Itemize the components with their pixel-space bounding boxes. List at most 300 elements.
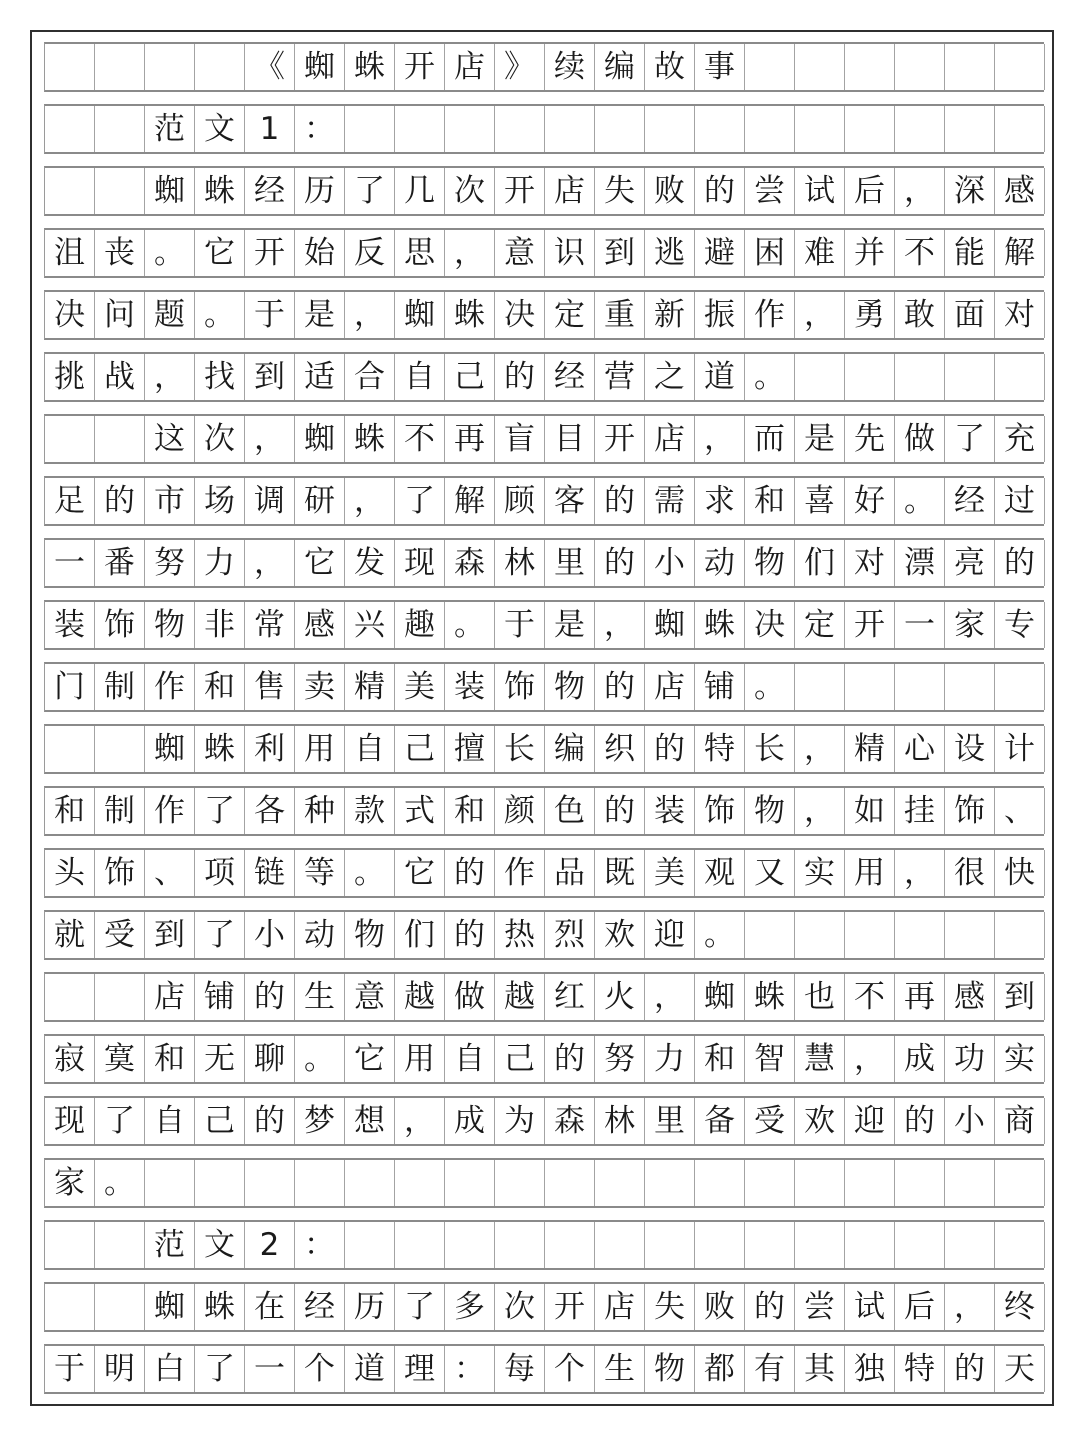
grid-cell [45,726,95,772]
grid-cell [45,1222,95,1268]
grid-cell: 编 [595,44,645,90]
grid-cell: ： [445,1346,495,1392]
grid-cell [895,912,945,958]
grid-cell: 的 [595,540,645,586]
grid-cell [945,44,995,90]
grid-cell: 蛛 [195,726,245,772]
grid-cell: 如 [845,788,895,834]
grid-cell: 难 [795,230,845,276]
grid-cell: 后 [895,1284,945,1330]
grid-cell [545,1222,595,1268]
grid-cell: 现 [395,540,445,586]
grid-cell: 色 [545,788,595,834]
grid-cell: 经 [545,354,595,400]
grid-cell: 调 [245,478,295,524]
grid-cell: 家 [945,602,995,648]
grid-cell: 不 [845,974,895,1020]
grid-cell: 独 [845,1346,895,1392]
grid-cell: 它 [295,540,345,586]
grid-cell: 次 [195,416,245,462]
grid-cell: 小 [245,912,295,958]
grid-cell: 和 [745,478,795,524]
grid-cell: ， [395,1098,445,1144]
grid-cell: 了 [395,1284,445,1330]
grid-cell: 蜘 [295,416,345,462]
grid-cell: 蛛 [445,292,495,338]
grid-cell [345,1160,395,1206]
grid-row [44,786,1044,836]
grid-cell: 饰 [495,664,545,710]
grid-cell: 亮 [945,540,995,586]
grid-cell: 意 [495,230,545,276]
grid-cell: 和 [145,1036,195,1082]
grid-cell: 聊 [245,1036,295,1082]
grid-cell: 个 [295,1346,345,1392]
grid-cell [45,106,95,152]
grid-cell: 己 [495,1036,545,1082]
grid-cell: 小 [945,1098,995,1144]
grid-cell: 用 [395,1036,445,1082]
grid-cell: 快 [995,850,1045,896]
grid-cell: 不 [895,230,945,276]
grid-cell: 迎 [845,1098,895,1144]
grid-cell: 的 [695,168,745,214]
grid-row [44,104,1044,154]
grid-cell: ， [895,168,945,214]
grid-cell [845,912,895,958]
grid-cell: 始 [295,230,345,276]
grid-cell: 美 [395,664,445,710]
grid-cell: 振 [695,292,745,338]
grid-cell [495,106,545,152]
grid-cell: 计 [995,726,1045,772]
grid-cell [145,44,195,90]
grid-cell [45,44,95,90]
grid-cell: 擅 [445,726,495,772]
grid-cell [945,912,995,958]
grid-cell: 链 [245,850,295,896]
grid-cell: 蜘 [145,1284,195,1330]
grid-cell: 和 [445,788,495,834]
grid-cell: 们 [795,540,845,586]
grid-cell: 装 [45,602,95,648]
grid-cell [795,44,845,90]
grid-cell: ， [445,230,495,276]
grid-cell [845,44,895,90]
grid-cell [445,1160,495,1206]
grid-cell: 再 [895,974,945,1020]
grid-cell: 。 [745,664,795,710]
grid-cell: 解 [995,230,1045,276]
grid-cell: 用 [845,850,895,896]
grid-cell: 的 [595,788,645,834]
grid-cell: 里 [645,1098,695,1144]
grid-cell: 精 [345,664,395,710]
grid-cell [795,912,845,958]
grid-cell: 了 [195,912,245,958]
grid-cell: 长 [495,726,545,772]
grid-cell: 林 [595,1098,645,1144]
grid-cell: 卖 [295,664,345,710]
grid-cell: 它 [345,1036,395,1082]
grid-cell: 蜘 [395,292,445,338]
grid-cell: 的 [245,1098,295,1144]
grid-cell: 的 [595,478,645,524]
grid-cell [95,726,145,772]
grid-cell: 利 [245,726,295,772]
grid-cell [645,1222,695,1268]
grid-cell: 的 [645,726,695,772]
grid-cell: 、 [995,788,1045,834]
grid-cell: 。 [195,292,245,338]
grid-cell: 找 [195,354,245,400]
grid-cell: 范 [145,1222,195,1268]
grid-cell: 事 [695,44,745,90]
grid-cell: 制 [95,664,145,710]
grid-cell: 特 [895,1346,945,1392]
grid-cell: 和 [195,664,245,710]
grid-cell: ， [345,478,395,524]
grid-cell: ， [145,354,195,400]
grid-cell: 经 [945,478,995,524]
grid-cell: 饰 [695,788,745,834]
grid-cell: 蛛 [195,1284,245,1330]
grid-cell: 力 [195,540,245,586]
grid-cell: 等 [295,850,345,896]
grid-cell [45,974,95,1020]
grid-cell: 用 [295,726,345,772]
grid-cell: 动 [295,912,345,958]
grid-cell: 商 [995,1098,1045,1144]
grid-cell: 新 [645,292,695,338]
grid-cell: 品 [545,850,595,896]
grid-cell: 终 [995,1284,1045,1330]
grid-cell: ， [795,292,845,338]
grid-row [44,1344,1044,1394]
grid-row [44,1220,1044,1270]
grid-cell: 梦 [295,1098,345,1144]
grid-cell [895,1222,945,1268]
grid-cell: 店 [145,974,195,1020]
grid-cell [795,664,845,710]
grid-cell: 林 [495,540,545,586]
grid-cell: 成 [445,1098,495,1144]
grid-cell: 己 [195,1098,245,1144]
grid-cell: 售 [245,664,295,710]
grid-cell: 作 [745,292,795,338]
grid-cell: 。 [295,1036,345,1082]
grid-cell [895,44,945,90]
grid-cell: 各 [245,788,295,834]
grid-cell: 功 [945,1036,995,1082]
grid-cell: 有 [745,1346,795,1392]
grid-cell: 充 [995,416,1045,462]
grid-cell: 作 [145,788,195,834]
grid-cell: 做 [445,974,495,1020]
grid-cell: 自 [345,726,395,772]
grid-cell: 生 [595,1346,645,1392]
grid-cell: 开 [245,230,295,276]
grid-cell [545,1160,595,1206]
grid-cell: 挂 [895,788,945,834]
grid-cell [245,1160,295,1206]
grid-cell: 它 [195,230,245,276]
grid-cell [745,912,795,958]
grid-cell: 式 [395,788,445,834]
grid-cell: 做 [895,416,945,462]
grid-row [44,166,1044,216]
grid-cell: 次 [445,168,495,214]
grid-cell: 个 [545,1346,595,1392]
grid-cell: ， [795,788,845,834]
grid-row [44,972,1044,1022]
grid-row [44,910,1044,960]
grid-cell [95,106,145,152]
grid-cell: 成 [895,1036,945,1082]
grid-cell: 决 [495,292,545,338]
grid-cell [945,664,995,710]
grid-cell: 对 [845,540,895,586]
grid-cell: 适 [295,354,345,400]
grid-row [44,848,1044,898]
grid-cell [395,1160,445,1206]
grid-cell: 越 [495,974,545,1020]
grid-row [44,414,1044,464]
grid-cell: 决 [45,292,95,338]
grid-cell: 又 [745,850,795,896]
grid-cell: 多 [445,1284,495,1330]
grid-cell: 每 [495,1346,545,1392]
grid-cell: 敢 [895,292,945,338]
grid-cell: 避 [695,230,745,276]
grid-cell [995,912,1045,958]
grid-cell: 故 [645,44,695,90]
grid-cell: 火 [595,974,645,1020]
grid-cell: 到 [145,912,195,958]
grid-cell [445,1222,495,1268]
grid-cell: 门 [45,664,95,710]
grid-row [44,352,1044,402]
grid-cell [845,354,895,400]
grid-cell: 沮 [45,230,95,276]
grid-cell: 装 [445,664,495,710]
grid-cell: 蜘 [145,726,195,772]
grid-cell: 战 [95,354,145,400]
grid-row [44,662,1044,712]
grid-cell [845,1160,895,1206]
grid-cell: 了 [345,168,395,214]
grid-cell [795,1160,845,1206]
grid-cell: 饰 [95,850,145,896]
grid-cell: 一 [895,602,945,648]
grid-cell: 了 [195,788,245,834]
grid-cell: ， [645,974,695,1020]
grid-cell [345,106,395,152]
grid-cell [795,1222,845,1268]
grid-cell: 几 [395,168,445,214]
grid-cell: 蛛 [345,44,395,90]
grid-cell: 次 [495,1284,545,1330]
grid-cell: 开 [495,168,545,214]
grid-cell: 研 [295,478,345,524]
grid-cell: 慧 [795,1036,845,1082]
grid-cell: 续 [545,44,595,90]
grid-cell: 铺 [195,974,245,1020]
grid-cell: 蜘 [645,602,695,648]
grid-cell: 一 [45,540,95,586]
grid-cell: 现 [45,1098,95,1144]
grid-cell: 的 [445,850,495,896]
grid-cell: 盲 [495,416,545,462]
grid-cell: 的 [945,1346,995,1392]
grid-cell: 物 [345,912,395,958]
grid-row [44,538,1044,588]
grid-cell: 很 [945,850,995,896]
grid-cell: 1 [245,106,295,152]
grid-cell: 是 [295,292,345,338]
grid-cell: 和 [45,788,95,834]
grid-row [44,1158,1044,1208]
grid-cell: 既 [595,850,645,896]
grid-cell: 蜘 [295,44,345,90]
grid-cell: 自 [445,1036,495,1082]
grid-cell: 。 [695,912,745,958]
grid-cell: 开 [595,416,645,462]
grid-cell [95,168,145,214]
grid-cell: ： [295,1222,345,1268]
grid-cell: 越 [395,974,445,1020]
grid-cell [845,664,895,710]
grid-cell: 的 [545,1036,595,1082]
grid-cell: 逃 [645,230,695,276]
grid-cell: 也 [795,974,845,1020]
grid-cell: 趣 [395,602,445,648]
grid-cell [995,354,1045,400]
grid-cell: 历 [345,1284,395,1330]
grid-cell: 森 [445,540,495,586]
grid-cell [95,416,145,462]
grid-cell: 范 [145,106,195,152]
grid-cell [95,1222,145,1268]
grid-cell: ： [295,106,345,152]
grid-cell [95,974,145,1020]
grid-cell: 文 [195,106,245,152]
grid-cell: ， [845,1036,895,1082]
grid-cell: 尝 [795,1284,845,1330]
grid-cell: 于 [245,292,295,338]
grid-cell: 专 [995,602,1045,648]
grid-cell: 好 [845,478,895,524]
grid-cell: 思 [395,230,445,276]
grid-cell: 兴 [345,602,395,648]
grid-cell: 开 [395,44,445,90]
grid-cell: 是 [795,416,845,462]
grid-cell: 并 [845,230,895,276]
grid-cell: ， [245,540,295,586]
grid-cell: 定 [795,602,845,648]
grid-cell: 2 [245,1222,295,1268]
grid-cell: 自 [395,354,445,400]
grid-cell: 款 [345,788,395,834]
grid-cell: 场 [195,478,245,524]
grid-cell: 。 [895,478,945,524]
grid-cell: 先 [845,416,895,462]
grid-cell [995,1222,1045,1268]
grid-cell: 就 [45,912,95,958]
grid-cell: 为 [495,1098,545,1144]
grid-cell: 经 [295,1284,345,1330]
grid-cell: 其 [795,1346,845,1392]
grid-cell: 项 [195,850,245,896]
grid-cell: 物 [545,664,595,710]
grid-cell: 道 [695,354,745,400]
grid-cell: 的 [895,1098,945,1144]
grid-cell [195,44,245,90]
grid-cell [695,1222,745,1268]
grid-cell: 于 [495,602,545,648]
grid-cell: 经 [245,168,295,214]
grid-cell [745,1222,795,1268]
grid-cell [495,1222,545,1268]
grid-cell: 铺 [695,664,745,710]
grid-cell: 这 [145,416,195,462]
grid-cell: 困 [745,230,795,276]
grid-cell: 烈 [545,912,595,958]
grid-cell: 努 [145,540,195,586]
grid-cell [195,1160,245,1206]
grid-cell: 自 [145,1098,195,1144]
grid-cell [45,416,95,462]
grid-cell: 对 [995,292,1045,338]
grid-cell: 文 [195,1222,245,1268]
grid-cell: 反 [345,230,395,276]
grid-cell: 败 [695,1284,745,1330]
grid-cell: 了 [945,416,995,462]
grid-cell: 己 [445,354,495,400]
grid-cell: 制 [95,788,145,834]
grid-cell: 的 [595,664,645,710]
grid-cell: 而 [745,416,795,462]
grid-cell [695,1160,745,1206]
grid-cell [395,106,445,152]
grid-cell: 己 [395,726,445,772]
grid-cell: 的 [95,478,145,524]
grid-cell: 过 [995,478,1045,524]
grid-row [44,600,1044,650]
grid-cell: 努 [595,1036,645,1082]
grid-cell: 蛛 [745,974,795,1020]
grid-cell: 蜘 [145,168,195,214]
grid-cell: 和 [695,1036,745,1082]
grid-cell: ， [795,726,845,772]
grid-cell: 深 [945,168,995,214]
grid-cell: 目 [545,416,595,462]
grid-row [44,1096,1044,1146]
grid-cell: 一 [245,1346,295,1392]
grid-cell: 森 [545,1098,595,1144]
grid-row [44,1034,1044,1084]
grid-cell: 发 [345,540,395,586]
grid-cell: 历 [295,168,345,214]
grid-cell: 《 [245,44,295,90]
grid-cell: 心 [895,726,945,772]
grid-cell [895,354,945,400]
grid-cell: ， [945,1284,995,1330]
grid-cell [995,664,1045,710]
grid-cell [645,106,695,152]
grid-cell [995,1160,1045,1206]
grid-cell: 种 [295,788,345,834]
